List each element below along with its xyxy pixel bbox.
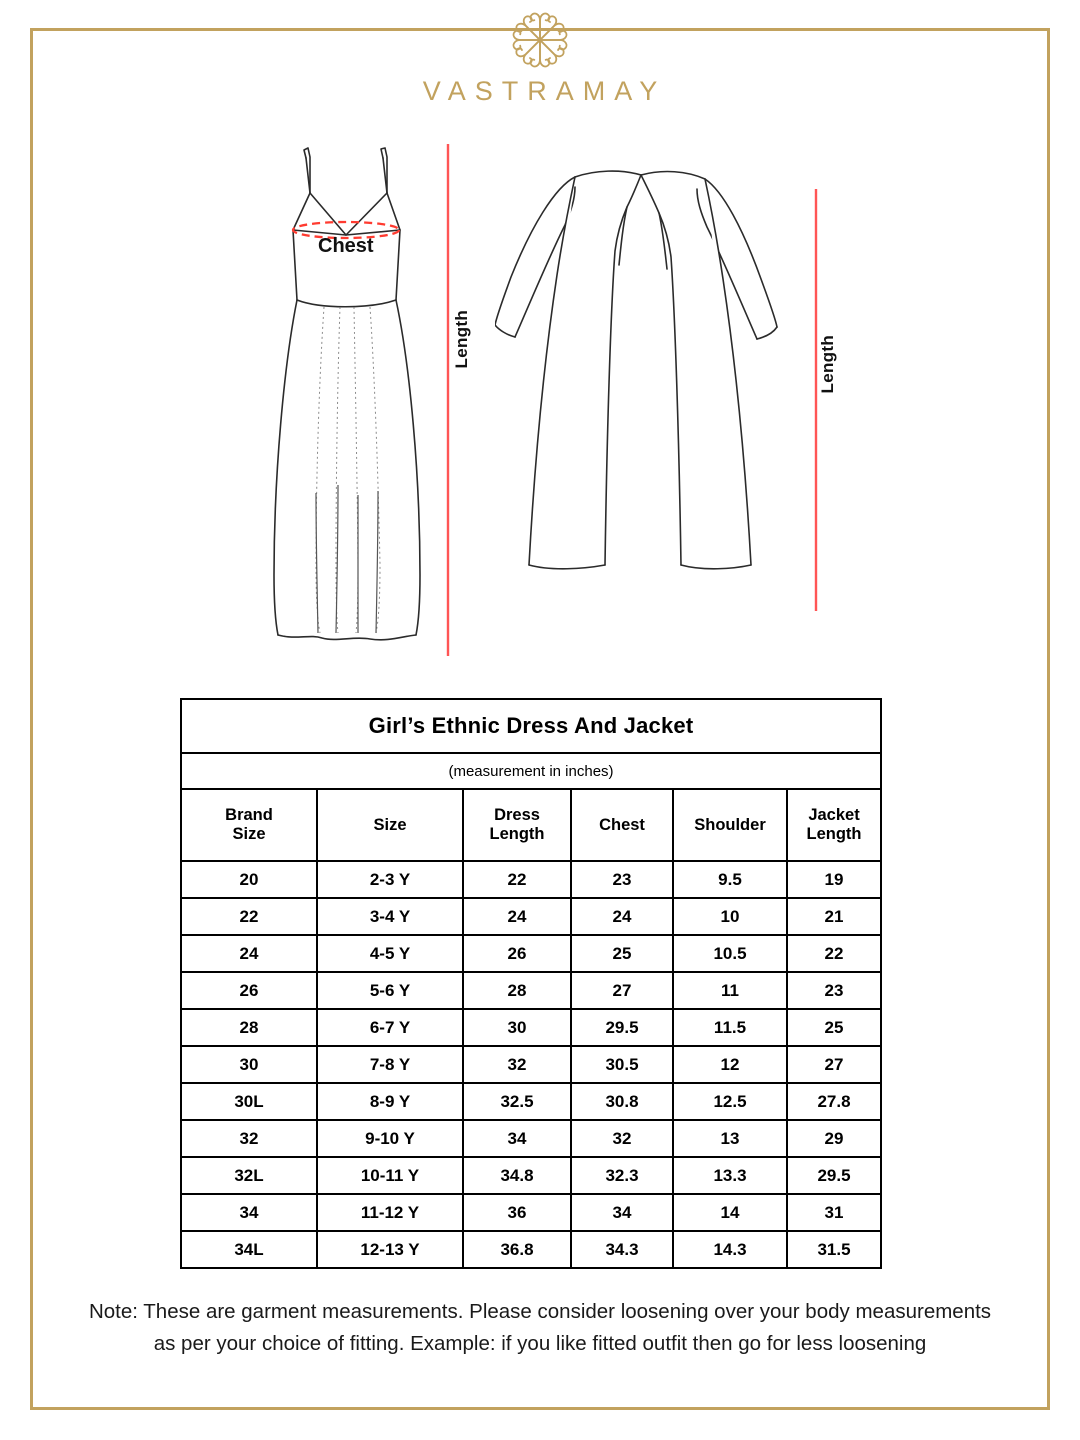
cell-size: 6-7 Y [317, 1009, 463, 1046]
cell-jacket-length: 27.8 [787, 1083, 881, 1120]
cell-size: 8-9 Y [317, 1083, 463, 1120]
cell-dress-length: 36.8 [463, 1231, 571, 1268]
cell-chest: 24 [571, 898, 673, 935]
table-row [181, 861, 881, 898]
table-subtitle-row [181, 753, 881, 789]
cell-chest: 23 [571, 861, 673, 898]
table-header-row [181, 789, 881, 861]
note-line-1: Note: These are garment measurements. Please consider loosening over your body measurements [88, 1300, 992, 1323]
cell-brand-size: 34 [181, 1194, 317, 1231]
cell-size: 4-5 Y [317, 935, 463, 972]
table-row [181, 972, 881, 1009]
chest-label: Chest [318, 235, 374, 257]
column-header-brand-size [181, 789, 317, 861]
table-row [181, 1231, 881, 1268]
cell-brand-size: 32 [181, 1120, 317, 1157]
cell-jacket-length: 21 [787, 898, 881, 935]
table-row [181, 1194, 881, 1231]
cell-dress-length: 34.8 [463, 1157, 571, 1194]
cell-size: 2-3 Y [317, 861, 463, 898]
column-header-line1: Dress [494, 806, 540, 825]
cell-shoulder: 13.3 [673, 1157, 787, 1194]
cell-shoulder: 10.5 [673, 935, 787, 972]
column-header-line2: Length [489, 825, 545, 843]
cell-shoulder: 9.5 [673, 861, 787, 898]
table-subtitle: (measurement in inches) [181, 753, 881, 789]
size-chart-table [180, 698, 882, 1269]
cell-jacket-length: 31 [787, 1194, 881, 1231]
cell-size: 11-12 Y [317, 1194, 463, 1231]
cell-brand-size: 26 [181, 972, 317, 1009]
cell-shoulder: 14.3 [673, 1231, 787, 1268]
girls-ethnic-dress-illustration [250, 135, 470, 665]
cell-chest: 29.5 [571, 1009, 673, 1046]
cell-jacket-length: 22 [787, 935, 881, 972]
cell-shoulder: 12 [673, 1046, 787, 1083]
column-header-line1: Chest [599, 815, 645, 834]
cell-dress-length: 30 [463, 1009, 571, 1046]
cell-size: 12-13 Y [317, 1231, 463, 1268]
cell-dress-length: 26 [463, 935, 571, 972]
table-row [181, 898, 881, 935]
table-row [181, 935, 881, 972]
cell-brand-size: 30L [181, 1083, 317, 1120]
cell-chest: 34.3 [571, 1231, 673, 1268]
cell-shoulder: 12.5 [673, 1083, 787, 1120]
jacket-length-label: Length [818, 335, 837, 394]
cell-size: 7-8 Y [317, 1046, 463, 1083]
cell-jacket-length: 19 [787, 861, 881, 898]
brand-wordmark: VASTRAMAY [422, 76, 667, 106]
cell-dress-length: 24 [463, 898, 571, 935]
cell-chest: 34 [571, 1194, 673, 1231]
cell-shoulder: 11.5 [673, 1009, 787, 1046]
brand-logo [0, 6, 1080, 107]
cell-brand-size: 34L [181, 1231, 317, 1268]
cell-shoulder: 10 [673, 898, 787, 935]
cell-chest: 32 [571, 1120, 673, 1157]
cell-dress-length: 22 [463, 861, 571, 898]
cell-shoulder: 13 [673, 1120, 787, 1157]
column-header-chest [571, 789, 673, 861]
note-line-2: as per your choice of fitting. Example: if you like fitted outfit then go for less loosening [153, 1331, 927, 1355]
table-row [181, 1009, 881, 1046]
column-header-line1: Brand [225, 806, 273, 825]
cell-jacket-length: 31.5 [787, 1231, 881, 1268]
cell-chest: 30.8 [571, 1083, 673, 1120]
cell-size: 3-4 Y [317, 898, 463, 935]
cell-size: 5-6 Y [317, 972, 463, 1009]
cell-chest: 30.5 [571, 1046, 673, 1083]
table-row [181, 1046, 881, 1083]
column-header-shoulder [673, 789, 787, 861]
cell-chest: 25 [571, 935, 673, 972]
cell-jacket-length: 29 [787, 1120, 881, 1157]
cell-jacket-length: 23 [787, 972, 881, 1009]
column-header-jacket-length [787, 789, 881, 861]
cell-jacket-length: 27 [787, 1046, 881, 1083]
measurement-note [45, 1296, 1035, 1360]
size-chart-table-wrapper [180, 698, 880, 1269]
column-header-dress-length [463, 789, 571, 861]
dress-length-measure-guide [440, 140, 456, 660]
table-row [181, 1120, 881, 1157]
cell-dress-length: 34 [463, 1120, 571, 1157]
cell-brand-size: 24 [181, 935, 317, 972]
table-title-row [181, 699, 881, 753]
cell-brand-size: 30 [181, 1046, 317, 1083]
cell-chest: 32.3 [571, 1157, 673, 1194]
table-title: Girl’s Ethnic Dress And Jacket [181, 699, 881, 753]
cell-jacket-length: 29.5 [787, 1157, 881, 1194]
column-header-line1: Shoulder [694, 815, 766, 834]
cell-dress-length: 32.5 [463, 1083, 571, 1120]
column-header-line2: Length [806, 825, 862, 843]
cell-dress-length: 28 [463, 972, 571, 1009]
girls-ethnic-jacket-illustration [495, 165, 795, 615]
cell-brand-size: 22 [181, 898, 317, 935]
cell-size: 10-11 Y [317, 1157, 463, 1194]
cell-jacket-length: 25 [787, 1009, 881, 1046]
cell-dress-length: 36 [463, 1194, 571, 1231]
table-row [181, 1157, 881, 1194]
cell-shoulder: 14 [673, 1194, 787, 1231]
column-header-line1: Size [373, 815, 407, 834]
column-header-line2: Size [232, 825, 266, 843]
cell-brand-size: 28 [181, 1009, 317, 1046]
cell-brand-size: 20 [181, 861, 317, 898]
column-header-size [317, 789, 463, 861]
dress-length-label: Length [452, 310, 471, 369]
jacket-length-measure-guide [808, 185, 824, 615]
cell-shoulder: 11 [673, 972, 787, 1009]
cell-brand-size: 32L [181, 1157, 317, 1194]
table-row [181, 1083, 881, 1120]
garment-illustrations [0, 130, 1080, 690]
column-header-line1: Jacket [808, 806, 860, 825]
cell-size: 9-10 Y [317, 1120, 463, 1157]
rosette-ornament-icon [494, 6, 586, 74]
cell-chest: 27 [571, 972, 673, 1009]
cell-dress-length: 32 [463, 1046, 571, 1083]
table-body [181, 861, 881, 1268]
